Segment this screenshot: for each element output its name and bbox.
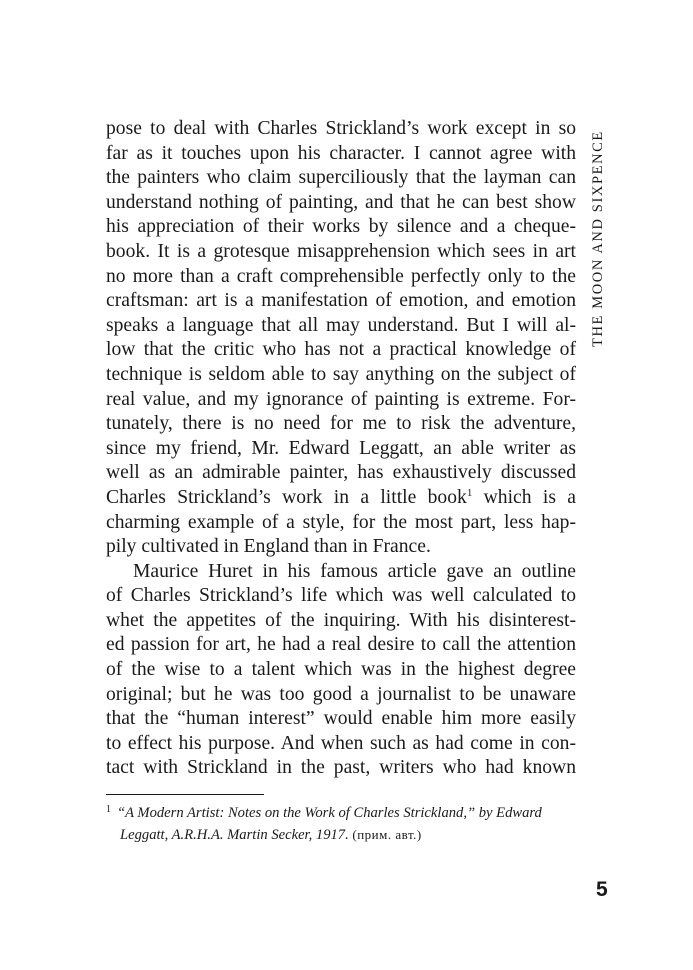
- text-line: that the “human interest” would enable him more easily: [106, 708, 576, 730]
- body-text: [106, 117, 576, 781]
- text-line: tunately, there is no need for me to risk the adventure,: [106, 413, 576, 435]
- footnote-text-2: Leggatt, A.R.H.A. Martin Secker, 1917.: [120, 827, 353, 843]
- running-title: THE MOON AND SIXPENCE: [590, 130, 606, 348]
- footnote-marker: 1: [106, 804, 111, 815]
- footnote-divider: [106, 794, 264, 795]
- text-line: real value, and my ignorance of painting is extreme. For-: [106, 388, 576, 410]
- text-line: since my friend, Mr. Edward Leggatt, an able writer as: [106, 437, 576, 459]
- text-line: no more than a craft comprehensible perfectly only to the: [106, 265, 576, 287]
- text-line: to effect his purpose. And when such as had come in con-: [106, 732, 576, 754]
- page-number: 5: [596, 878, 608, 901]
- text-line: technique is seldom able to say anything on the subject of: [106, 363, 576, 385]
- footnote-reference: 1: [466, 486, 473, 499]
- text-line: tact with Strickland in the past, writers who had known: [106, 757, 576, 779]
- text-line: charming example of a style, for the most part, less hap-: [106, 511, 576, 533]
- text-line: of the wise to a talent which was in the highest degree: [106, 659, 576, 681]
- line-tail: which is a: [472, 486, 576, 508]
- text-line: well as an admirable painter, has exhaustively discussed: [106, 462, 576, 484]
- text-line: of Charles Strickland’s life which was well calculated to: [106, 585, 576, 607]
- footnote: [106, 799, 576, 846]
- text-line: low that the critic who has not a practical knowledge of: [106, 339, 576, 361]
- text-line-with-footnote-ref: [106, 486, 576, 511]
- text-line: pose to deal with Charles Strickland’s work except in so: [106, 118, 576, 139]
- text-line: ed passion for art, he had a real desire to call the attention: [106, 634, 576, 656]
- line-head: Charles Strickland’s work in a little book: [106, 486, 467, 508]
- text-line: book. It is a grotesque misapprehension which sees in art: [106, 240, 576, 262]
- text-line: speaks a language that all may understand. But I will al-: [106, 314, 576, 336]
- text-line: craftsman: art is a manifestation of emotion, and emotion: [106, 290, 576, 312]
- footnote-line: [106, 799, 576, 824]
- footnote-text-1: “A Modern Artist: Notes on the Work of Charles Strickland,” by Edward: [117, 805, 542, 821]
- text-line: his appreciation of their works by silence and a cheque-: [106, 216, 576, 238]
- text-line: pily cultivated in England than in France.: [106, 536, 431, 558]
- text-line: whet the appetites of the inquiring. With his disinterest-: [106, 609, 576, 631]
- text-line: original; but he was too good a journalist to be unaware: [106, 683, 576, 705]
- text-line: far as it touches upon his character. I cannot agree with: [106, 142, 576, 164]
- text-line: the painters who claim superciliously that the layman can: [106, 167, 576, 189]
- text-line: understand nothing of painting, and that he can best show: [106, 191, 576, 213]
- footnote-line: [106, 824, 576, 846]
- footnote-note: (прим. авт.): [352, 827, 422, 842]
- paragraph-start-line: Maurice Huret in his famous article gave an outline: [133, 560, 576, 582]
